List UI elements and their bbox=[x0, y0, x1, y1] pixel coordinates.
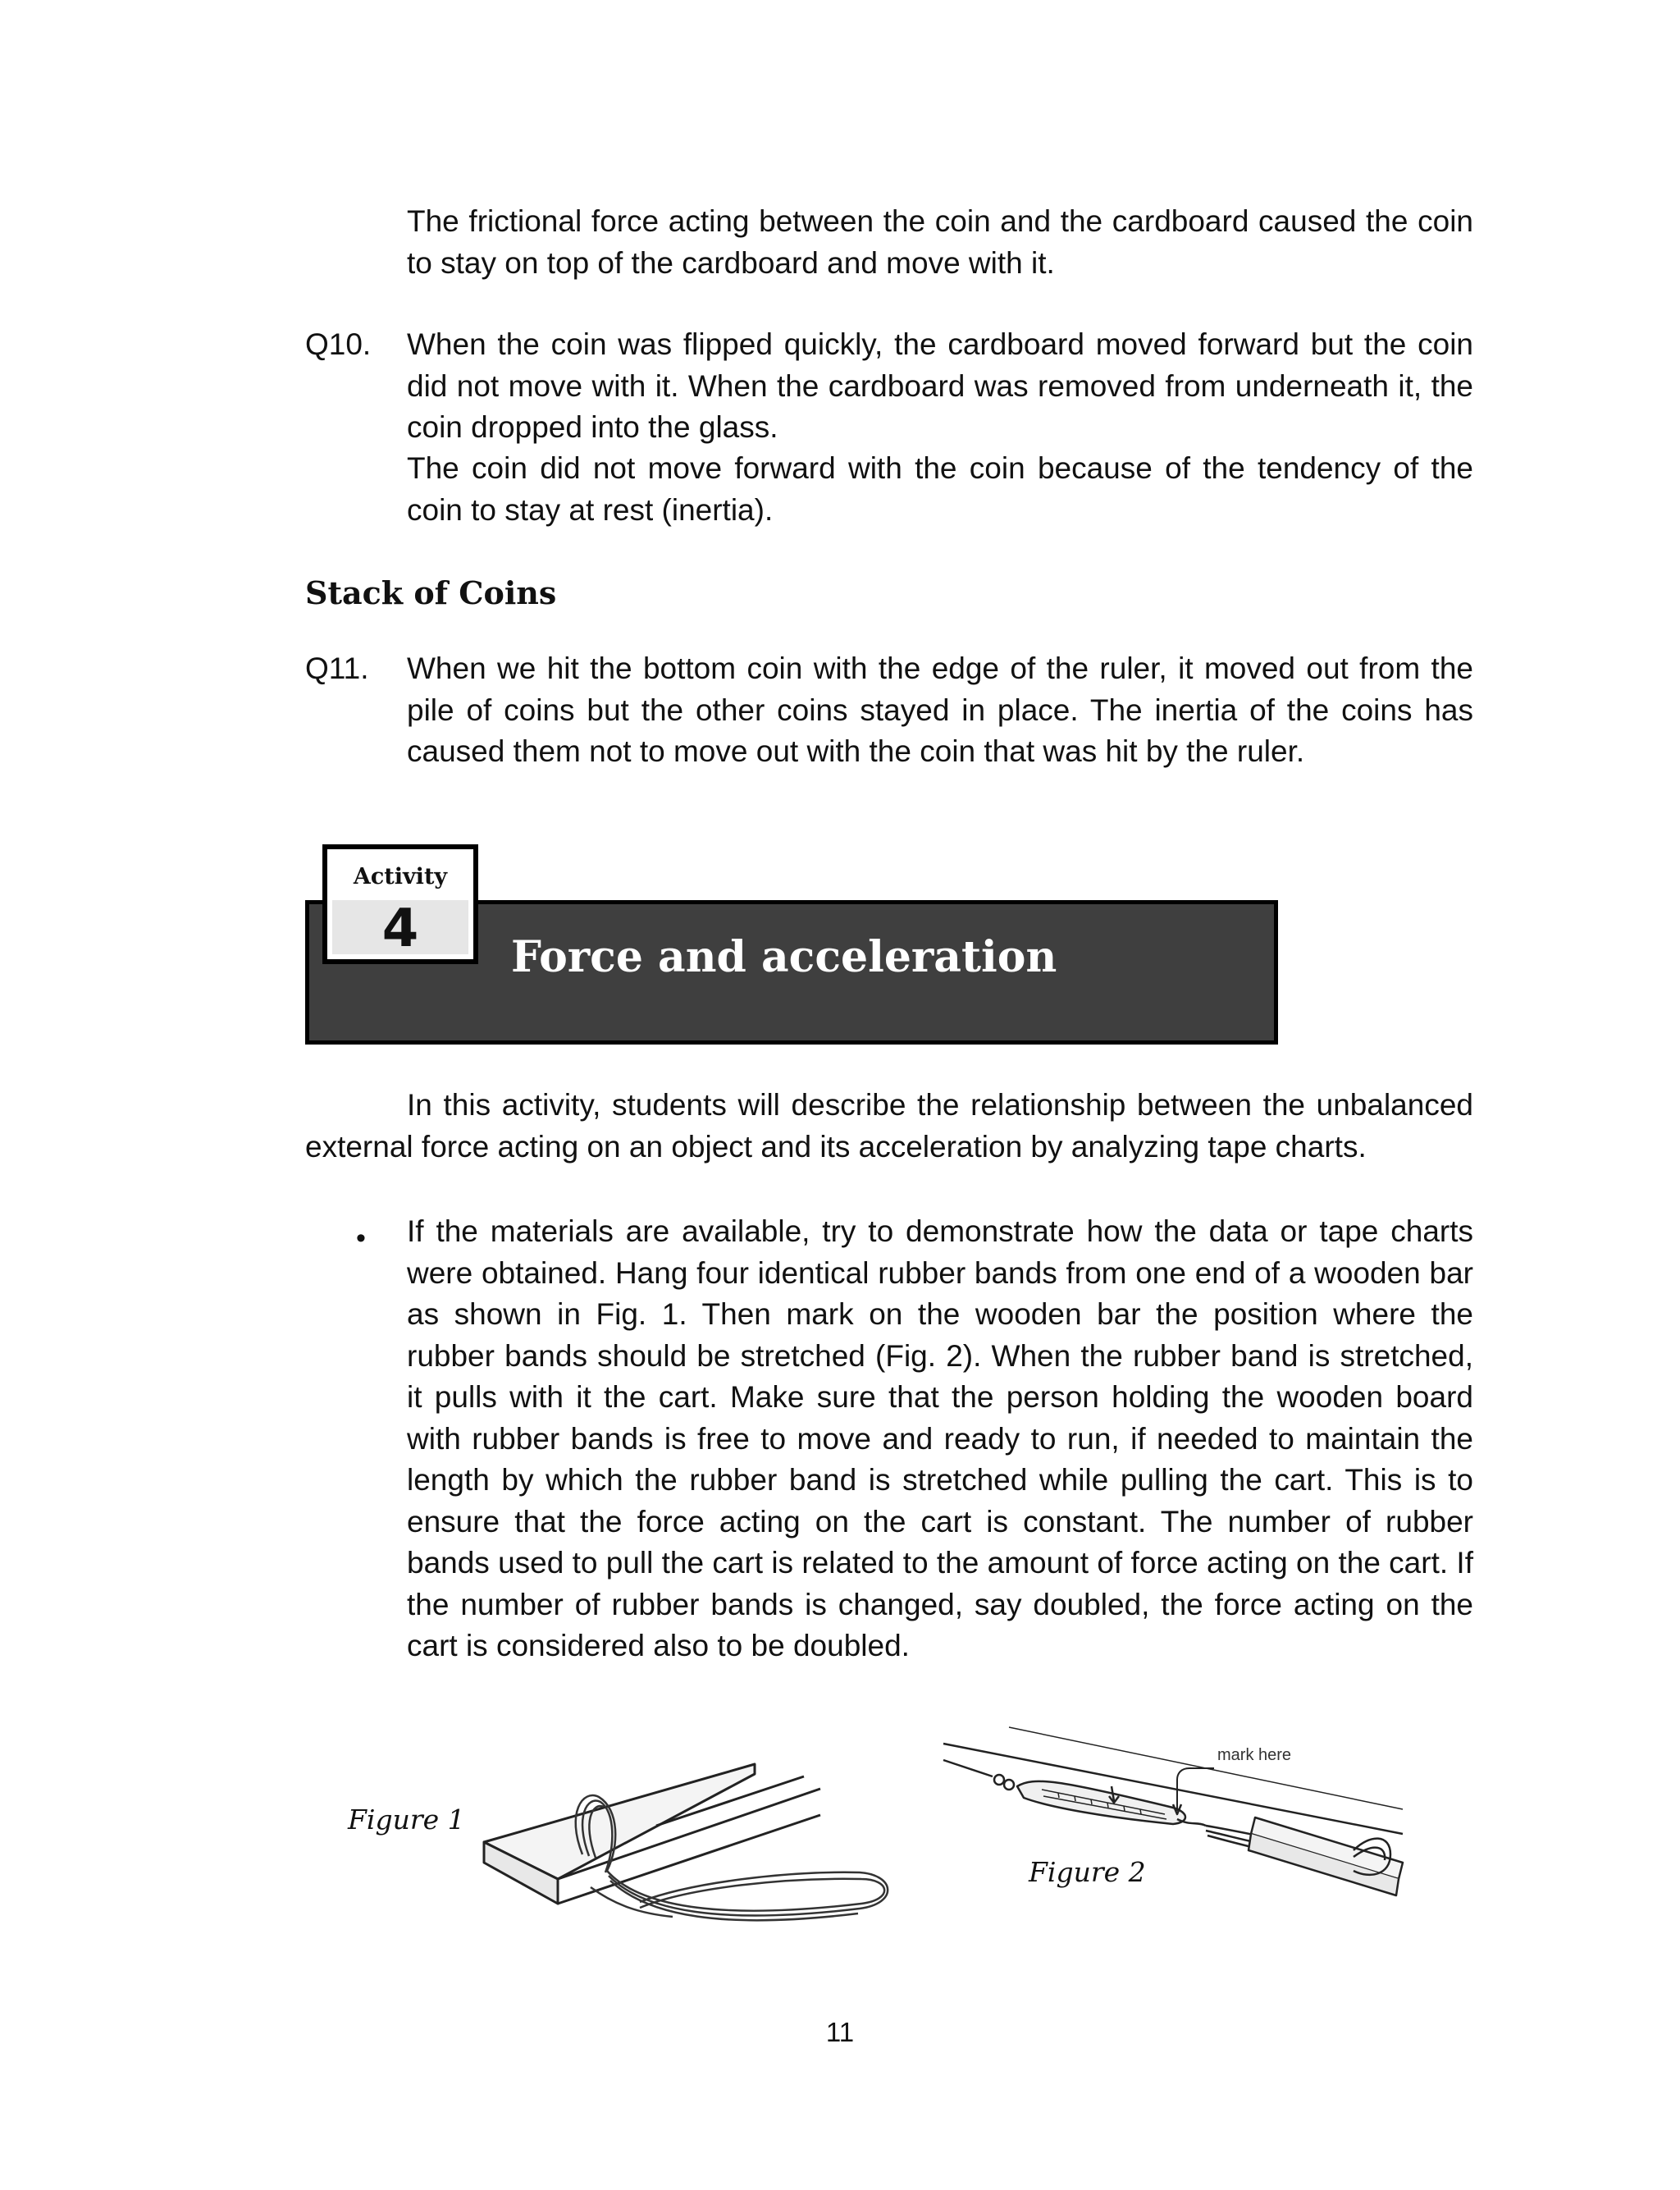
activity-number: 4 bbox=[381, 898, 419, 959]
continuation-paragraph: The frictional force acting between the coin and the cardboard caused the coin to stay on top of the cardboard and move with it. bbox=[407, 204, 1473, 280]
activity-badge bbox=[322, 844, 478, 964]
bullet-point: • bbox=[356, 1223, 366, 1254]
figure2-caption: Figure 2 bbox=[1029, 1856, 1146, 1888]
section-heading: Stack of Coins bbox=[305, 574, 557, 611]
figure1-illustration bbox=[476, 1731, 935, 1936]
page-number: 11 bbox=[825, 2017, 855, 2047]
figure2-mark-label: mark here bbox=[1217, 1746, 1292, 1764]
figure2-illustration bbox=[943, 1711, 1419, 1916]
activity-label: Activity bbox=[353, 864, 448, 889]
q10-answer-part1: When the coin was flipped quickly, the cardboard moved forward but the coin did not move with it. When the cardboard was removed from underneath it, the coin dropped into the glass. bbox=[407, 327, 1473, 444]
activity-title: Force and acceleration bbox=[511, 932, 1057, 982]
q10-label: Q10. bbox=[305, 327, 372, 361]
intro-paragraph: In this activity, students will describe the relationship between the unbalanced external force acting on an object and its acceleration by analyzing tape charts. bbox=[305, 1088, 1473, 1164]
figure1-caption: Figure 1 bbox=[348, 1804, 465, 1836]
q10-answer-part2: The coin did not move forward with the coin because of the tendency of the coin to stay at rest (inertia). bbox=[407, 451, 1473, 527]
q11-answer: When we hit the bottom coin with the edge of the ruler, it moved out from the pile of coins but the other coins stayed in place. The inertia of the coins has caused them not to move out with the coin that was hit by the ruler. bbox=[407, 652, 1473, 768]
q11-label: Q11. bbox=[305, 652, 369, 685]
bullet-paragraph: If the materials are available, try to demonstrate how the data or tape charts were obtained. Hang four identical rubber bands from one end of a wooden bar as shown in Fig. 1. Then mark on the wooden bar the position where the rubber bands should be stretched (Fig. 2). When the rubber band is stretched, it pulls with it the cart. Make sure that the person holding the wooden board with rubber bands is free to move and ready to run, if needed to maintain the length by which the rubber band is stretched while pulling the cart. This is to ensure that the force acting on the cart is constant. The number of rubber bands used to pull the cart is related to the amount of force acting on the cart. If the number of rubber bands is changed, say doubled, the force acting on the cart is considered also to be doubled. bbox=[407, 1214, 1473, 1662]
